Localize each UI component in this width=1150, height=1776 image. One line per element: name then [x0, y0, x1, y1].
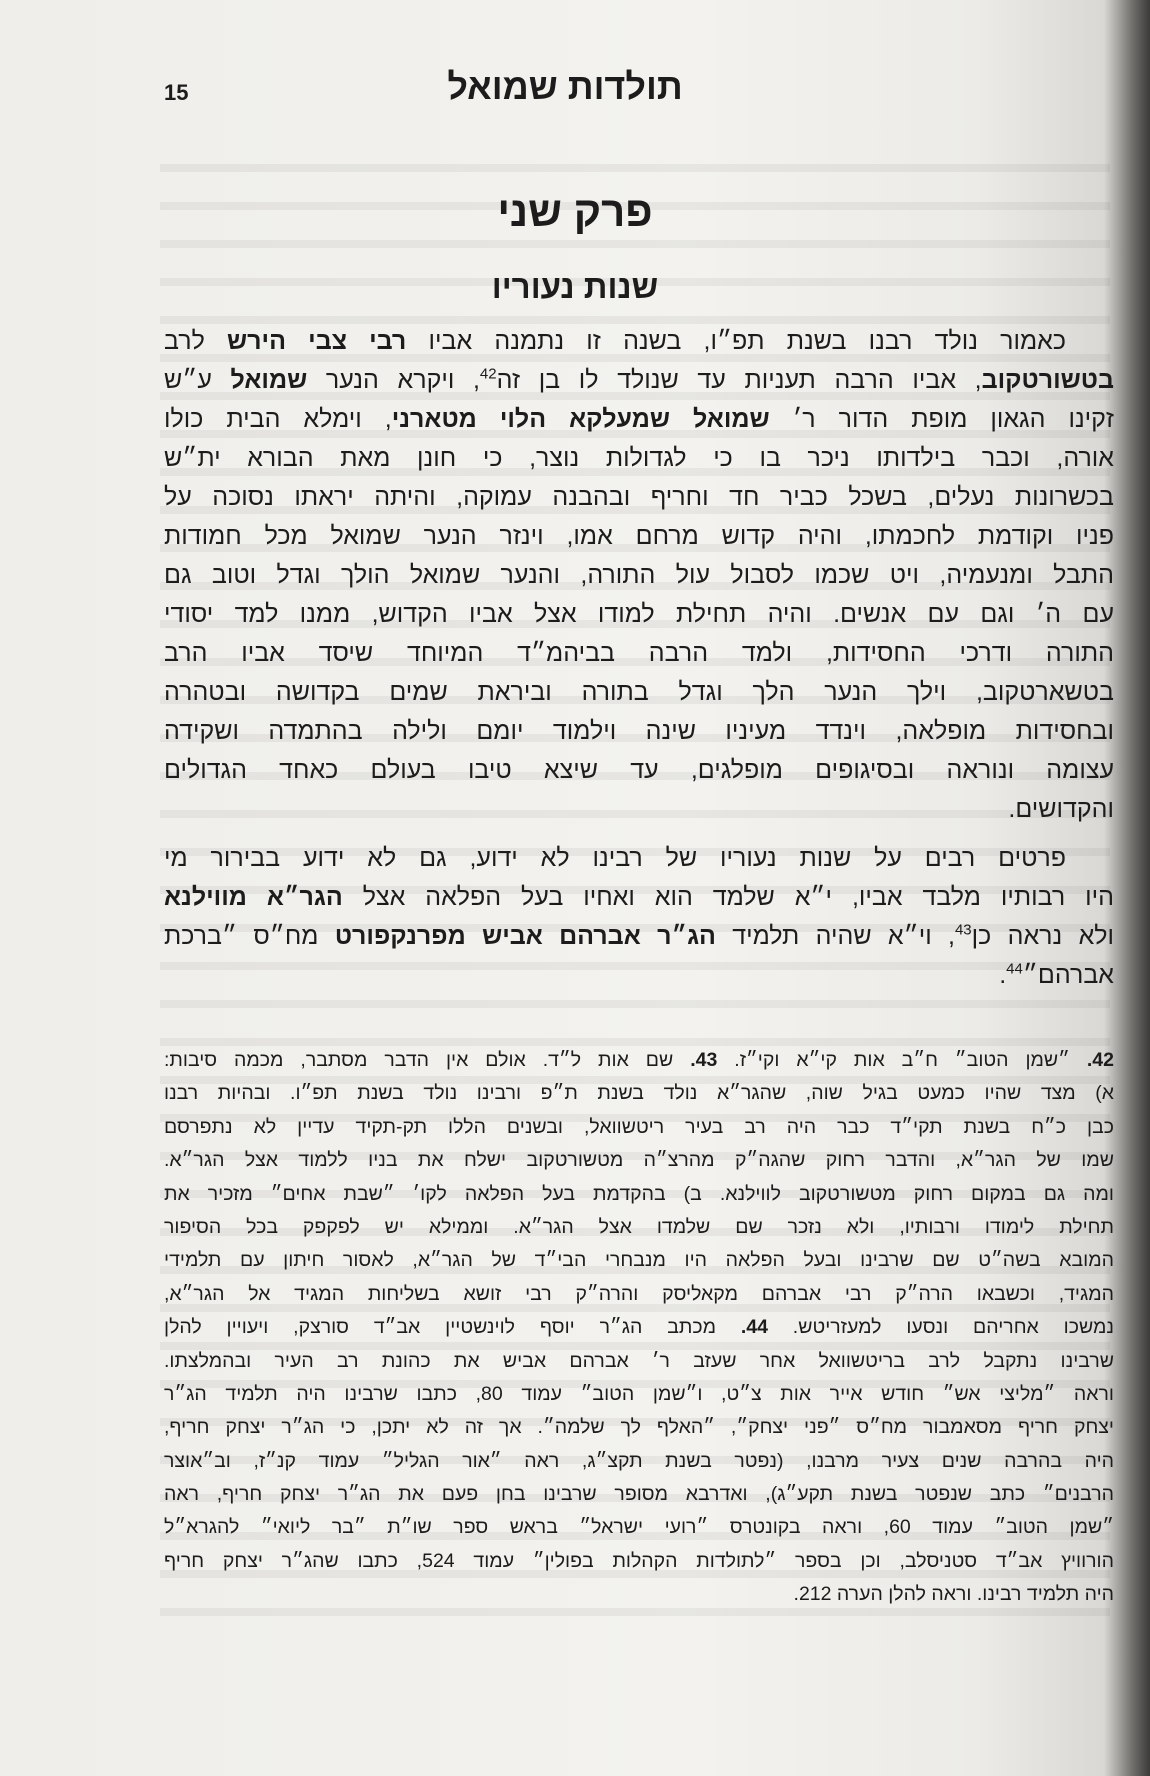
text-line [164, 1278, 1114, 1311]
bold-text: 44. [740, 1316, 768, 1339]
text-line [164, 1044, 1114, 1077]
text-line [164, 1077, 1114, 1110]
text-segment: , אביו הרבה תעניות עד שנולד לו בן זה [496, 366, 982, 394]
text-segment: , ויקרא הנער [307, 366, 480, 394]
text-segment: לרב [164, 327, 227, 355]
text-segment: ולא נראה כן [971, 922, 1114, 950]
text-line [164, 1345, 1114, 1378]
page-number: 15 [164, 80, 189, 105]
text-segment: היו רבותיו מלבד אביו, י״א שלמד הוא ואחיו בעל הפלאה אצל [342, 883, 1114, 911]
text-line [164, 478, 1114, 517]
text-segment: כאמור נולד רבנו בשנת תפ״ו, בשנה זו נתמנה אביו [406, 327, 1066, 355]
text-segment: כבן כ״ח בשנת תקי״ד כבר היה רב בעיר ריטשוואל, ובשנים הללו תק-תקיד עדיין לא נתפרסם [164, 1115, 1114, 1138]
text-segment: עצומה ונוראה ובסיגופים מופלגים, עד שיצא טיבו בעולם כאחד הגדולים [164, 756, 1114, 784]
running-title: תולדות שמואל [447, 66, 683, 107]
footnote-ref: 42 [479, 365, 497, 383]
text-line [164, 917, 1114, 956]
text-line [164, 556, 1114, 595]
text-segment: בטשארטקוב, וילך הנער הלך וגדל בתורה וביראת שמים בקדושה ובטהרה [164, 678, 1114, 706]
text-line [164, 839, 1114, 878]
text-segment: בכשרונות נעלים, בשכל כביר חד וחריף ובהבנה עמוקה, והיתה יראתו נסוכה על [164, 483, 1114, 511]
text-line [164, 634, 1114, 673]
text-segment: היה בהרבה שנים צעיר מרבנו, (נפטר בשנת תקצ״ג, ראה ״אור הגליל״ עמוד קנ״ז, וב״אוצר [164, 1449, 1114, 1472]
text-line [164, 1511, 1114, 1544]
text-segment: שמו של הגר״א, והדבר רחוק שהגה״ק מהרצ״ה מטשורטקוב ישלח את בניו ללמוד אצל הגר״א. [164, 1149, 1114, 1172]
section-title: שנות נעוריו [491, 268, 659, 305]
text-segment: התבל ומנעמיה, ויט שכמו לסבול עול התורה, והנער שמואל הולך וגדל וטוב גם [164, 561, 1114, 589]
text-line [164, 439, 1114, 478]
bold-text: בטשורטקוב [981, 366, 1114, 394]
footnote-ref: 43 [954, 921, 972, 939]
text-line [164, 712, 1114, 751]
text-line [164, 1578, 1114, 1611]
text-segment: המובא בשה״ט שם שרבינו ובעל הפלאה היו מנבחרי הבי״ד של הגר״א, לאסור חיתון עם תלמידי [164, 1249, 1114, 1272]
text-line [164, 1545, 1114, 1578]
text-segment: ומה גם במקום רחוק מטשורטקוב לווילנא. ב) בהקדמת בעל הפלאה לקו׳ ״שבת אחים״ מזכיר את [164, 1182, 1114, 1205]
footnote-ref: 44 [1006, 960, 1023, 978]
text-line [164, 1445, 1114, 1478]
text-line [164, 751, 1114, 790]
bold-text: שמואל [230, 366, 308, 394]
text-line [164, 1478, 1114, 1511]
text-segment: ״שמן הטוב״ עמוד 60, וראה בקונטרס ״רועי ישראל״ בראש ספר שו״ת ״בר ליואי״ להגרא״ל [164, 1516, 1114, 1539]
text-line [164, 1211, 1114, 1244]
text-segment: המגיד, וכשבאו הרה״ק רבי אברהם מקאליסק והרה״ק רבי זושא בשליחות המגיד אל הגר״א, [164, 1282, 1114, 1305]
text-line [164, 1311, 1114, 1344]
text-line [164, 673, 1114, 712]
bold-text: שמואל שמעלקא הלוי מטארני [391, 405, 770, 433]
text-segment: מכתב הג״ר יוסף לוינשטיין אב״ד סורצק, ויעויין להלן [164, 1316, 741, 1339]
text-line [164, 517, 1114, 556]
bold-text: הגר״א מווילנא [164, 883, 343, 911]
text-line [164, 1244, 1114, 1277]
text-segment: פניו וקודמת לחכמתו, והיה קדוש מרחם אמו, וינזר הנער שמואל מכל חמודות [164, 522, 1114, 550]
text-segment: שרבינו נתקבל לרב בריטשוואל אחר שעזב ר׳ אברהם אביש את כהונת רב העיר ובהמלצתו. [164, 1349, 1114, 1372]
text-segment: הרבנים״ כתב שנפטר בשנת תקע״ג), ואדרבא מסופר שרבינו בחן פעם את הג״ר יצחק חריף, ראה [164, 1483, 1114, 1506]
text-segment: עם ה׳ וגם עם אנשים. והיה תחילת למודו אצל אביו הקדוש, ממנו למד יסודי [164, 600, 1114, 628]
bold-text: רבי צבי הירש [227, 327, 407, 355]
text-line [164, 1144, 1114, 1177]
text-segment: ע״ש [164, 366, 231, 394]
text-segment: נמשכו אחריהם ונסעו למעזריטש. [767, 1316, 1114, 1339]
text-segment: פרטים רבים על שנות נעוריו של רבינו לא ידוע, גם לא ידוע בבירור מי [164, 844, 1066, 872]
bold-text: הג״ר אברהם אביש מפרנקפורט [334, 922, 716, 950]
text-segment: , וימלא הבית כולו [164, 405, 392, 433]
paragraph [164, 322, 1114, 829]
text-segment: שם אות ל״ד. אולם אין הדבר מסתבר, מכמה סיבות: [164, 1049, 691, 1071]
text-segment: מח״ס ״ברכת [164, 922, 335, 950]
text-segment: יצחק חריף מסאמבור מח״ס ״פני יצחק״, ״האלף לך שלמה״. אך זה לא יתכן, כי הג״ר יצחק חריף, [164, 1416, 1114, 1439]
text-line [164, 322, 1114, 361]
main-text [164, 322, 1114, 995]
text-line [164, 878, 1114, 917]
text-segment: היה תלמיד רבינו. וראה להלן הערה 212. [793, 1583, 1114, 1606]
text-segment: תחילת לימודו ורבותיו, ולא נזכר שם שלמדו אצל הגר״א. וממילא יש לפקפק בכל הסיפור [164, 1215, 1114, 1238]
text-segment: הורוויץ אב״ד סטניסלב, וכן בספר ״לתולדות הקהלות בפולין״ עמוד 524, כתבו שהג״ר יצחק חריף [164, 1549, 1114, 1572]
text-segment: אורה, וכבר בילדותו ניכר בו כי לגדולות נוצר, כי חונן מאת הבורא ית״ש [164, 444, 1114, 472]
text-line [164, 1411, 1114, 1444]
text-segment: א) מצד שהיו כמעט בגיל שוה, שהגר״א נולד בשנת ת״פ ורבינו נולד בשנת תפ״ו. ובהיות רבנו [164, 1082, 1114, 1105]
paragraph [164, 839, 1114, 995]
text-segment: ובחסידות מופלאה, וינדד מעיניו שינה וילמוד יומם ולילה בהתמדה ושקידה [164, 717, 1114, 745]
text-segment: ״שמן הטוב״ ח״ב אות קי״א וקי״ז. [717, 1049, 1087, 1071]
bold-text: 43. [690, 1049, 718, 1071]
text-segment: והקדושים. [1008, 795, 1114, 823]
text-line [164, 956, 1114, 995]
text-segment: אברהם״ [1022, 961, 1114, 989]
bold-text: 42. [1086, 1049, 1114, 1071]
text-line [164, 361, 1114, 400]
text-line [164, 400, 1114, 439]
text-segment: . [999, 961, 1007, 989]
text-segment: התורה ודרכי החסידות, ולמד הרבה בביהמ״ד המיוחד שיסד אביו הרב [164, 639, 1114, 667]
text-line [164, 1111, 1114, 1144]
text-segment: וראה ״מליצי אש״ חודש אייר אות צ״ט, ו״שמן הטוב״ עמוד 80, כתבו שרבינו היה תלמיד הג״ר [164, 1382, 1114, 1405]
text-line [164, 1378, 1114, 1411]
text-line [164, 1178, 1114, 1211]
chapter-title: פרק שני [497, 188, 653, 235]
text-line [164, 790, 1114, 829]
text-line [164, 595, 1114, 634]
footnotes [164, 1044, 1114, 1612]
text-segment: זקינו הגאון מופת הדור ר׳ [769, 405, 1114, 433]
text-segment: , וי״א שהיה תלמיד [715, 922, 955, 950]
